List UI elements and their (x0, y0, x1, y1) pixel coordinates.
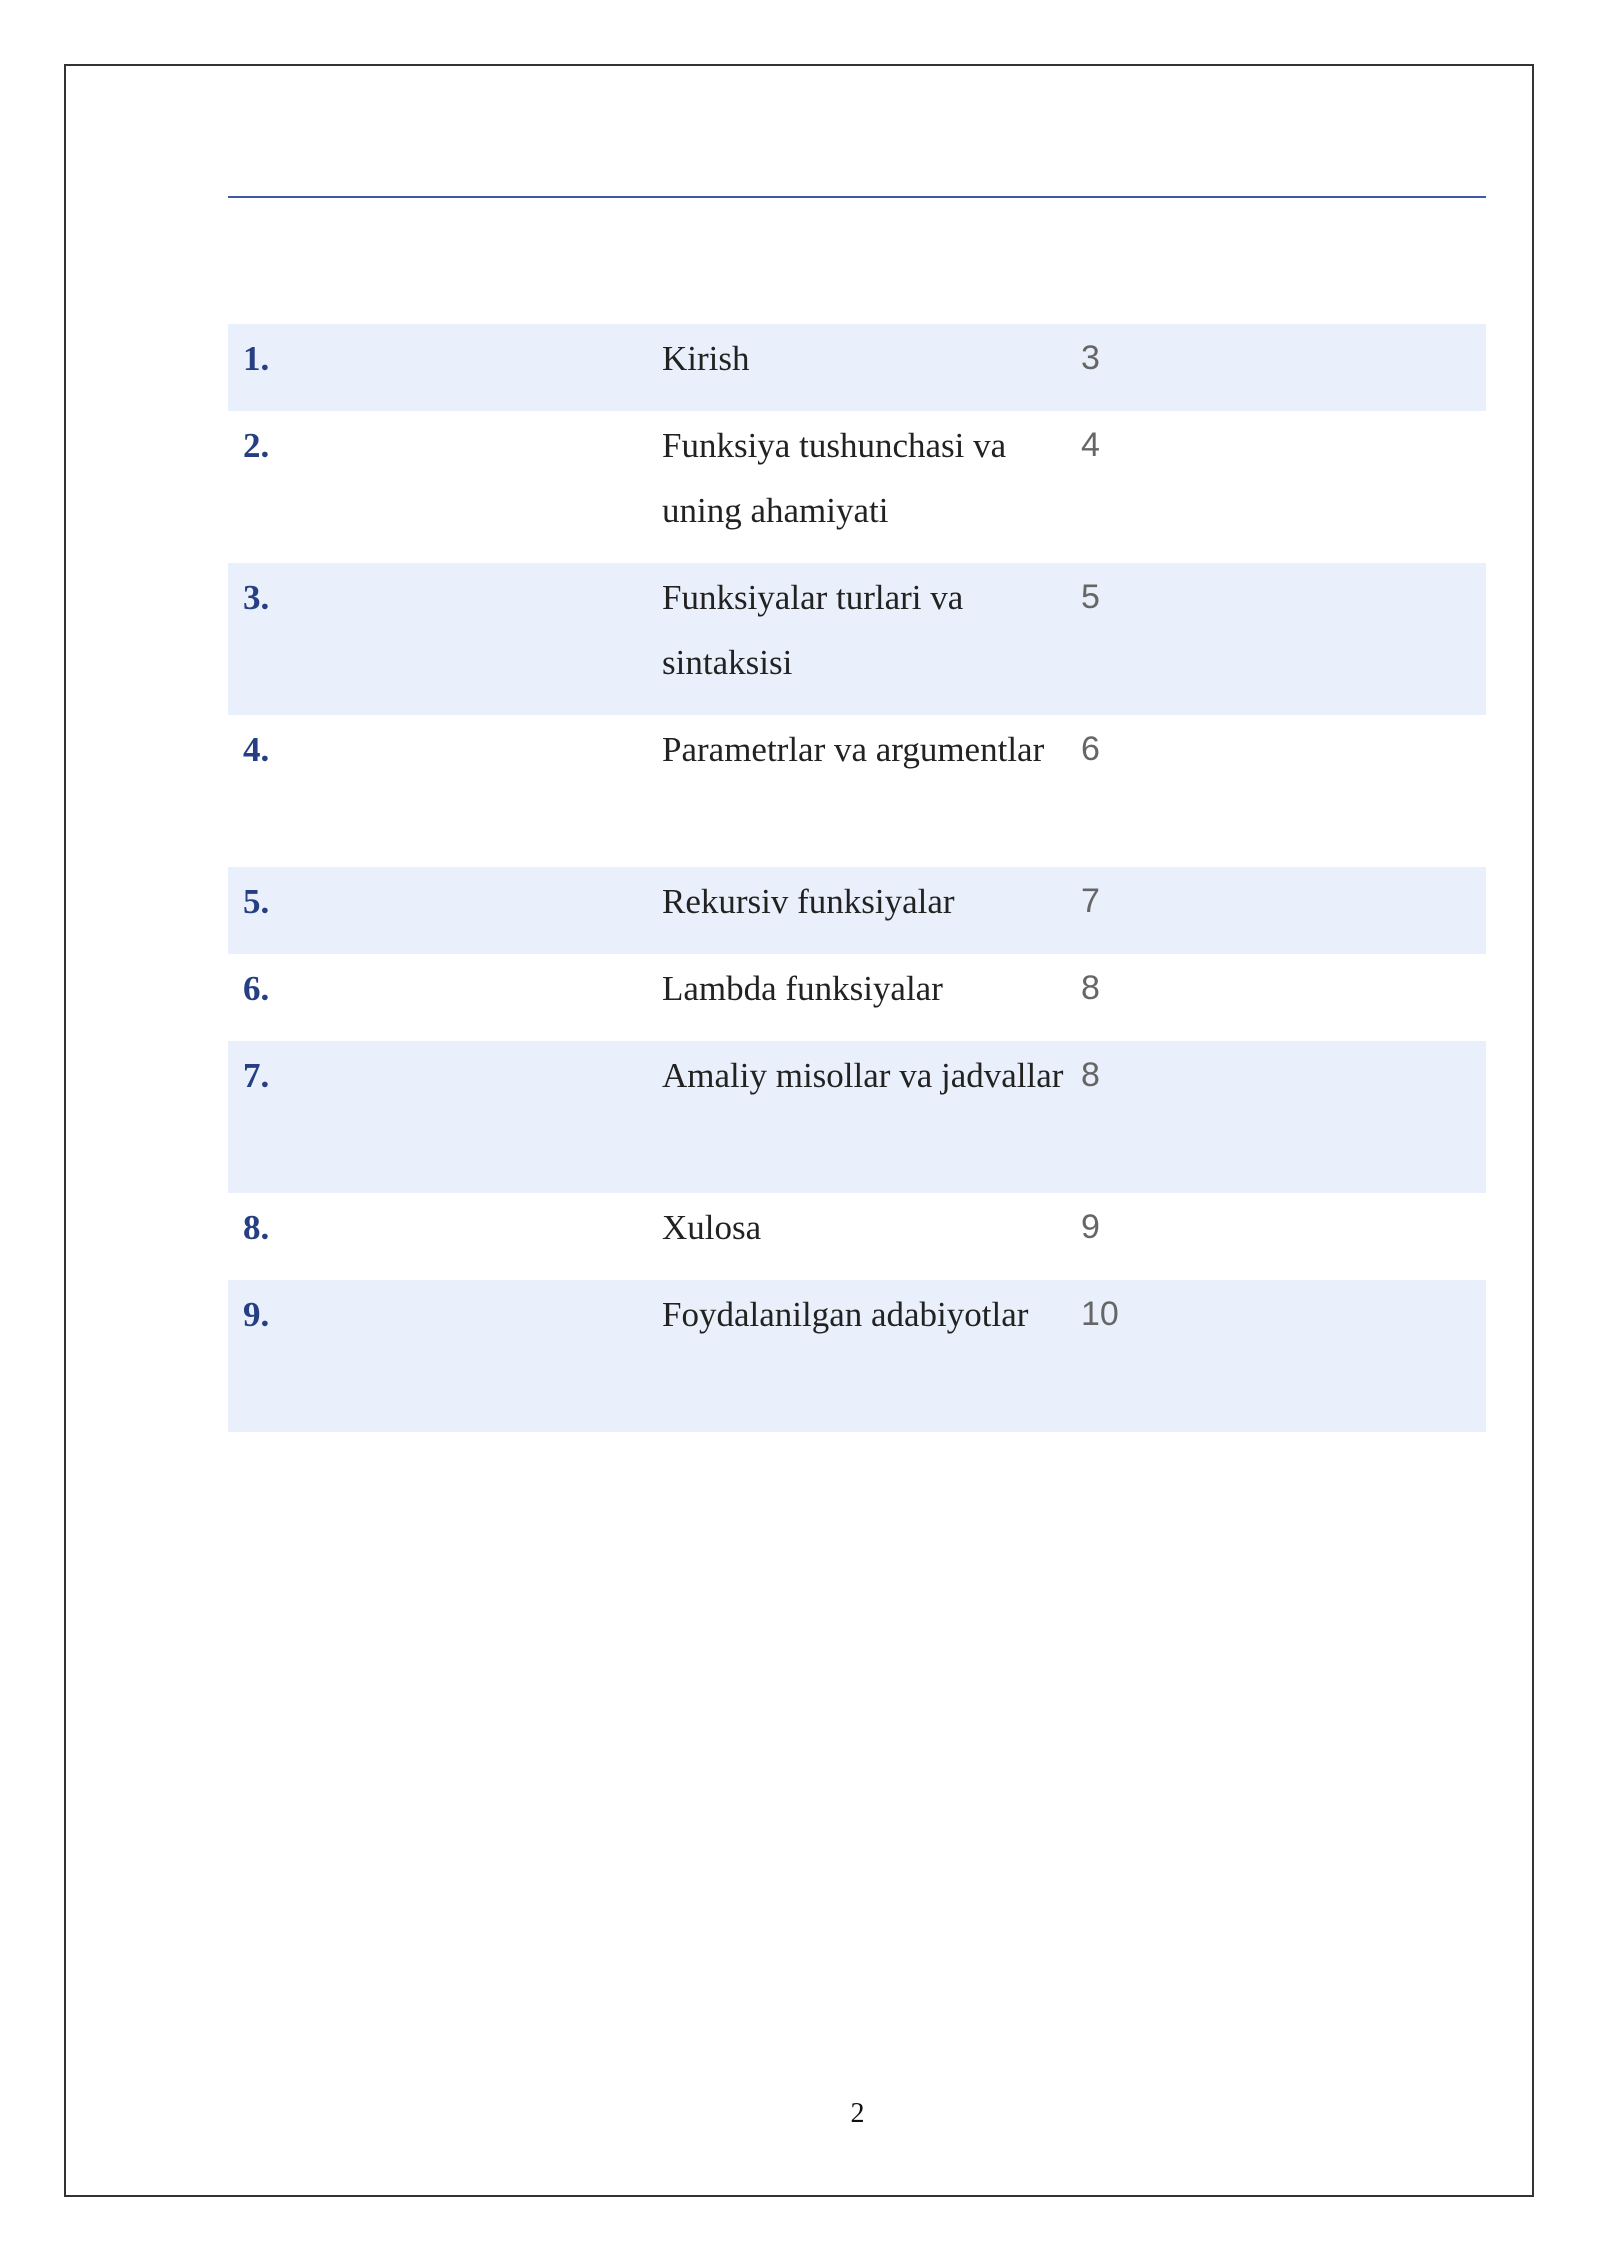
toc-entry-number: 1. (243, 339, 270, 378)
page-number: 2 (850, 2098, 865, 2129)
toc-entry-title: Funksiya tushunchasi va uning ahamiyati (662, 426, 1007, 530)
toc-row (228, 867, 1486, 954)
toc-entry-number: 5. (243, 882, 270, 921)
toc-entry-number: 9. (243, 1295, 270, 1334)
toc-entry-page: 3 (1081, 339, 1100, 377)
table-of-contents (228, 324, 1486, 1432)
toc-entry-number: 6. (243, 969, 270, 1008)
toc-row (228, 1280, 1486, 1432)
toc-entry-title: Kirish (662, 339, 750, 378)
toc-entry-number: 4. (243, 730, 270, 769)
toc-entry-title: Foydalanilgan adabiyotlar (662, 1295, 1029, 1334)
toc-entry-page: 5 (1081, 578, 1100, 616)
toc-row (228, 1041, 1486, 1193)
toc-entry-number: 2. (243, 426, 270, 465)
toc-entry-title: Xulosa (662, 1208, 762, 1247)
toc-entry-number: 7. (243, 1056, 270, 1095)
toc-entry-page: 9 (1081, 1208, 1100, 1246)
toc-entry-title: Amaliy misollar va jadvallar (662, 1056, 1064, 1095)
toc-row (228, 324, 1486, 411)
toc-entry-title: Lambda funksiyalar (662, 969, 943, 1008)
toc-entry-title: Funksiyalar turlari va sintaksisi (662, 578, 964, 682)
toc-row (228, 411, 1486, 563)
header-rule (228, 196, 1486, 198)
toc-row (228, 715, 1486, 867)
toc-entry-number: 8. (243, 1208, 270, 1247)
toc-entry-number: 3. (243, 578, 270, 617)
toc-entry-page: 8 (1081, 1056, 1100, 1094)
toc-entry-page: 7 (1081, 882, 1100, 920)
toc-entry-title: Rekursiv funksiyalar (662, 882, 955, 921)
toc-entry-page: 4 (1081, 426, 1100, 464)
toc-entry-page: 6 (1081, 730, 1100, 768)
toc-entry-page: 10 (1081, 1295, 1119, 1333)
toc-row (228, 563, 1486, 715)
toc-entry-page: 8 (1081, 969, 1100, 1007)
toc-row (228, 954, 1486, 1041)
toc-entry-title: Parametrlar va argumentlar (662, 730, 1045, 769)
toc-row (228, 1193, 1486, 1280)
